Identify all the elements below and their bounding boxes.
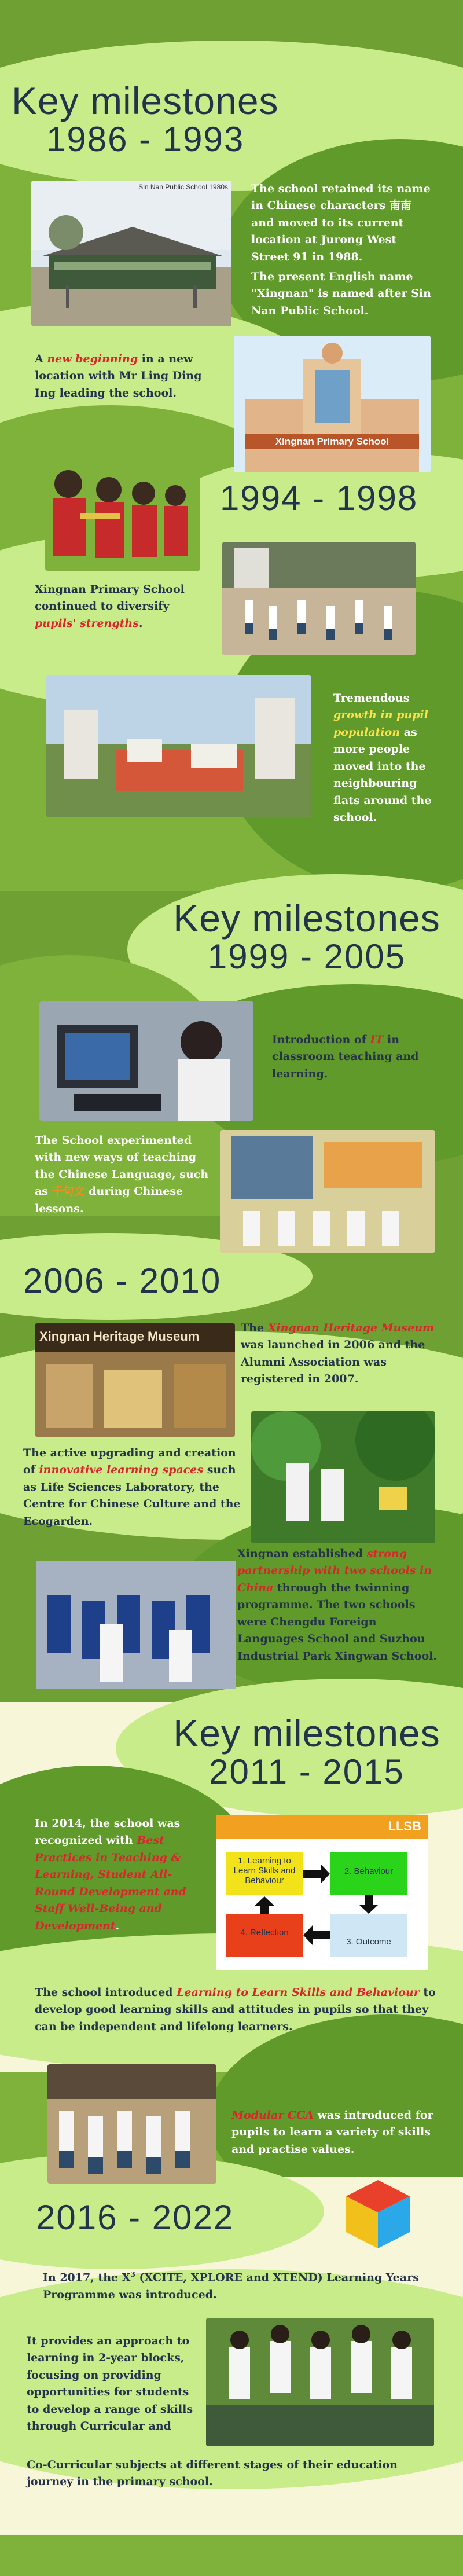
llsb-box-1: 1. Learning to Learn Skills and Behaviour [226, 1852, 303, 1895]
paragraph-llsb: The school introduced Learning to Learn Skills and Behaviour to develop good learning skills and attitudes in pupils so that they can be independent and lifelong learners. [35, 1986, 436, 2033]
photo-old-school [31, 181, 232, 326]
paragraph-co-curricular: Co-Curricular subjects at different stages of their education journey in the primary school. [27, 2458, 398, 2489]
museum-sign: Xingnan Heritage Museum [39, 1329, 200, 1344]
section-heading [12, 81, 301, 157]
paragraph-recognition: In 2014, the school was recognized with Best Practices in Teaching & Learning, Student All-Round Development and Staff Well-Being and Development. [35, 1817, 186, 1932]
paragraph-english-name: The present English name "Xingnan" is named after Sin Nan Public School. [251, 270, 431, 317]
heading-title: Key milestones [12, 79, 279, 122]
llsb-box-4: 4. Reflection [226, 1914, 303, 1957]
paragraph-growth: Tremendous growth in pupil population as more people moved into the neighbouring flats around the school. [333, 692, 432, 824]
llsb-title: LLSB [388, 1819, 421, 1833]
paragraph-modular-cca: Modular CCA was introduced for pupils to learn a variety of skills and practise values. [232, 2109, 433, 2156]
photo-caption: Sin Nan Public School 1980s [138, 183, 228, 191]
section-years: 2006 - 2010 [23, 1261, 222, 1300]
heading-title: Key milestones [173, 897, 440, 940]
photo-band-pupils [45, 455, 200, 571]
llsb-arrows [216, 1815, 428, 1970]
paragraph-x3: In 2017, the $X^3$ (XCITE, XPLORE and XTEND) Learning Years Programme was introduced. [43, 2270, 419, 2301]
paragraph-museum: The Xingnan Heritage Museum was launched in 2006 and the Alumni Association was registered in 2007. [241, 1322, 435, 1386]
section-heading [162, 1713, 451, 1790]
section-heading [162, 898, 451, 975]
heading-years: 1999 - 2005 [207, 937, 406, 977]
x3-cube-icon [340, 2174, 416, 2255]
photo-aerial-estate [46, 675, 311, 817]
section-years: 1994 - 1998 [220, 479, 418, 518]
paragraph-diversify: Xingnan Primary School continued to diversify pupils' strengths. [35, 583, 185, 630]
llsb-box-3: 3. Outcome [330, 1914, 407, 1957]
photo-ecogarden [251, 1411, 435, 1543]
photo-heritage-museum [35, 1323, 235, 1437]
photo-school-building [234, 336, 431, 472]
paragraph-chinese-name: The school retained its name in Chinese characters 南南 and moved to its current location at Jurong West Street 91 in 1988. [251, 182, 431, 263]
paragraph-chinese-teaching: The School experimented with new ways of teaching the Chinese Language, such as 千句文 during Chinese lessons. [35, 1134, 209, 1215]
section-years: 2016 - 2022 [36, 2198, 234, 2237]
heading-years: 2011 - 2015 [209, 1752, 405, 1792]
heading-years: 1986 - 1993 [46, 120, 245, 159]
photo-pupils-playground [222, 542, 416, 655]
photo-twinning [36, 1561, 236, 1689]
paragraph-learning-spaces: The active upgrading and creation of innovative learning spaces such as Life Sciences Laboratory, the Centre for Chinese Culture and the Ecogarden. [23, 1447, 241, 1528]
heading-title: Key milestones [173, 1712, 440, 1755]
paragraph-partnership: Xingnan established strong partnership with two schools in China through the twinning programme. The two schools were Chengdu Foreign Languages School and Suzhou Industrial Park Xingwan School. [237, 1547, 437, 1663]
paragraph-new-beginning: A new beginning in a new location with Mr Ling Ding Ing leading the school. [35, 353, 202, 399]
llsb-box-2: 2. Behaviour [330, 1852, 407, 1895]
paragraph-it: Introduction of IT in classroom teaching and learning. [272, 1033, 419, 1080]
photo-students-pond [206, 2318, 434, 2446]
photo-computer-class [39, 1001, 253, 1121]
llsb-diagram [216, 1815, 428, 1970]
school-sign: Xingnan Primary School [275, 436, 389, 447]
photo-cca-dance [47, 2064, 216, 2184]
photo-chinese-lesson [220, 1130, 435, 1253]
paragraph-learning-blocks: It provides an approach to learning in 2-year blocks, focusing on providing opportunities for students to develop a range of skills through Curricular and [27, 2335, 193, 2433]
